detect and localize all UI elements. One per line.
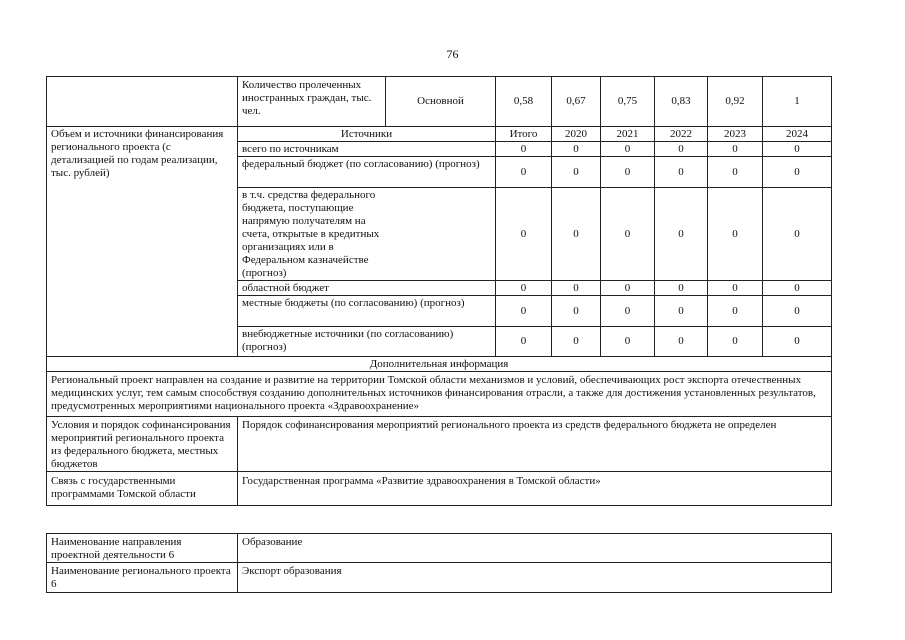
source-value: 0	[763, 142, 832, 157]
project-passport-table	[46, 76, 832, 506]
source-value: 0	[763, 157, 832, 188]
indicator-type: Основной	[386, 77, 496, 127]
source-value: 0	[708, 281, 763, 296]
source-value: 0	[601, 296, 655, 327]
source-value: 0	[552, 157, 601, 188]
financing-header-row	[47, 127, 832, 142]
year-header: 2024	[763, 127, 832, 142]
source-value: 0	[552, 327, 601, 357]
year-header: 2020	[552, 127, 601, 142]
direction-value: Образование	[238, 534, 832, 563]
source-value: 0	[601, 327, 655, 357]
source-name: федеральный бюджет (по согласованию) (прогноз)	[238, 157, 496, 188]
source-value: 0	[601, 157, 655, 188]
year-header: 2023	[708, 127, 763, 142]
cofinancing-label: Условия и порядок софинансирования мероприятий регионального проекта из федерального бюджета, местных бюджетов	[47, 417, 238, 472]
source-name: областной бюджет	[238, 281, 496, 296]
total-header: Итого	[496, 127, 552, 142]
source-value: 0	[708, 157, 763, 188]
page-number: 76	[446, 47, 459, 61]
indicator-value: 0,58	[496, 77, 552, 127]
source-value: 0	[708, 188, 763, 281]
source-value: 0	[655, 281, 708, 296]
indicator-value: 0,83	[655, 77, 708, 127]
state-programs-value: Государственная программа «Развитие здравоохранения в Томской области»	[238, 472, 832, 506]
source-value: 0	[496, 296, 552, 327]
direction-row	[47, 534, 832, 563]
additional-info-text-row	[47, 372, 832, 417]
next-project-table	[46, 533, 832, 593]
additional-info-text: Региональный проект направлен на создание и развитие на территории Томской области механизмов и условий, обеспечивающих рост экспорта отечественных медицинских услуг, тем самым способствуя созданию дополнительных источников финансирования отрасли, а также для достижения установленных результатов, предусмотренных мероприятиями национального проекта «Здравоохранение»	[47, 372, 832, 417]
indicator-value: 1	[763, 77, 832, 127]
source-value: 0	[601, 142, 655, 157]
source-value: 0	[496, 157, 552, 188]
source-value: 0	[601, 188, 655, 281]
source-value: 0	[552, 281, 601, 296]
source-value: 0	[552, 296, 601, 327]
source-value: 0	[655, 157, 708, 188]
source-value: 0	[708, 142, 763, 157]
source-value: 0	[655, 142, 708, 157]
source-value: 0	[655, 327, 708, 357]
source-name: местные бюджеты (по согласованию) (прогноз)	[238, 296, 496, 327]
project-name-row	[47, 563, 832, 593]
source-name: в т.ч. средства федерального бюджета, поступающие напрямую получателям на счета, открытые в кредитных организациях или в Федеральном казначействе (прогноз)	[238, 188, 496, 281]
empty-cell	[47, 77, 238, 127]
project-name-value: Экспорт образования	[238, 563, 832, 593]
source-value: 0	[496, 188, 552, 281]
source-name: всего по источникам	[238, 142, 496, 157]
source-value: 0	[496, 281, 552, 296]
cofinancing-value: Порядок софинансирования мероприятий регионального проекта из средств федерального бюджета не определен	[238, 417, 832, 472]
source-value: 0	[655, 296, 708, 327]
year-header: 2022	[655, 127, 708, 142]
source-value: 0	[708, 296, 763, 327]
state-programs-label: Связь с государственными программами Томской области	[47, 472, 238, 506]
source-value: 0	[496, 142, 552, 157]
indicator-value: 0,75	[601, 77, 655, 127]
source-value: 0	[763, 188, 832, 281]
financing-label: Объем и источники финансирования регионального проекта (с детализацией по годам реализации, тыс. рублей)	[47, 127, 238, 357]
indicator-row	[47, 77, 832, 127]
indicator-value: 0,92	[708, 77, 763, 127]
source-name: внебюджетные источники (по согласованию) (прогноз)	[238, 327, 496, 357]
source-value: 0	[655, 188, 708, 281]
source-value: 0	[496, 327, 552, 357]
source-value: 0	[763, 281, 832, 296]
year-header: 2021	[601, 127, 655, 142]
sources-header: Источники	[238, 127, 496, 142]
additional-info-heading-row	[47, 357, 832, 372]
source-value: 0	[552, 142, 601, 157]
source-value: 0	[708, 327, 763, 357]
source-value: 0	[601, 281, 655, 296]
state-programs-row	[47, 472, 832, 506]
additional-info-heading: Дополнительная информация	[47, 357, 832, 372]
indicator-value: 0,67	[552, 77, 601, 127]
project-name-label: Наименование регионального проекта 6	[47, 563, 238, 593]
indicator-name: Количество пролеченных иностранных граждан, тыс. чел.	[238, 77, 386, 127]
source-value: 0	[552, 188, 601, 281]
source-value: 0	[763, 296, 832, 327]
source-value: 0	[763, 327, 832, 357]
cofinancing-row	[47, 417, 832, 472]
direction-label: Наименование направления проектной деятельности 6	[47, 534, 238, 563]
